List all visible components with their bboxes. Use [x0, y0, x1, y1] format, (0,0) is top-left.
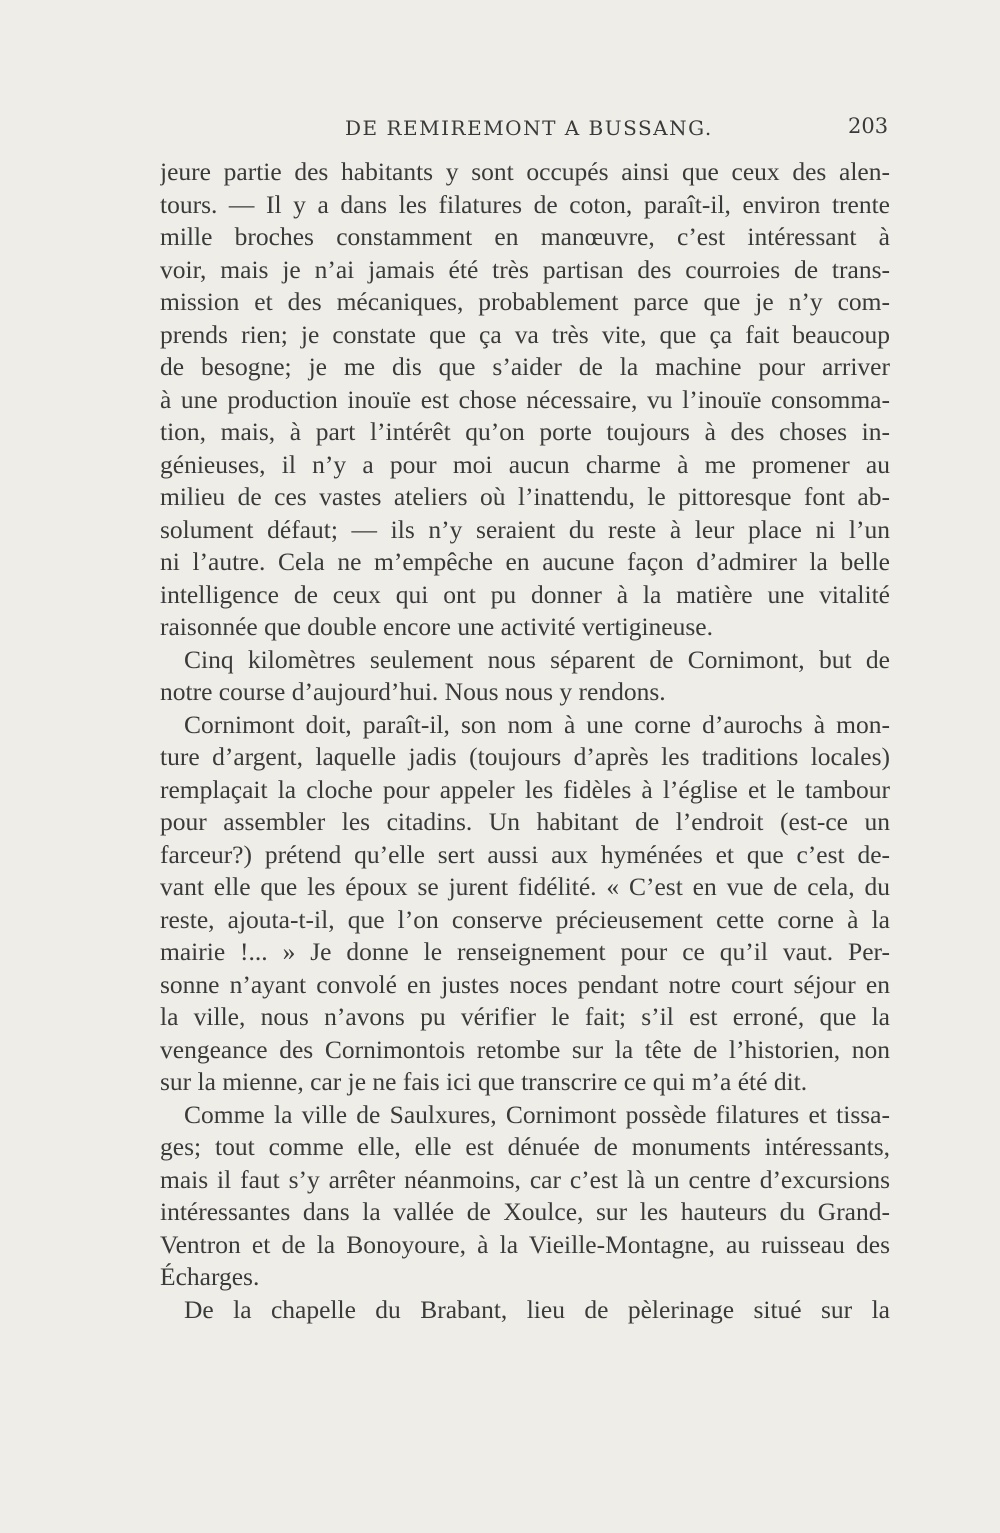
- text-line: farceur?) prétend qu’elle sert aussi aux hyménées et que c’est de-: [160, 839, 890, 869]
- text-line: ges; tout comme elle, elle est dénuée de monuments intéressants,: [160, 1132, 890, 1161]
- text-line: intéressantes dans la vallée de Xoulce, sur les hauteurs du Grand-: [160, 1197, 890, 1226]
- text-line: ture d’argent, laquelle jadis (toujours d’après les traditions locales): [160, 742, 890, 771]
- text-line: Ventron et de la Bonoyoure, à la Vieille-Montagne, au ruisseau des: [160, 1229, 890, 1259]
- text-line: remplaçait la cloche pour appeler les fidèles à l’église et le tambour: [160, 774, 890, 804]
- text-line: mission et des mécaniques, probablement parce que je n’y com-: [160, 287, 890, 316]
- text-line: intelligence de ceux qui ont pu donner à la matière une vitalité: [160, 579, 890, 609]
- text-line: mais il faut s’y arrêter néanmoins, car c’est là un centre d’excursions: [160, 1164, 890, 1194]
- text-line: à une production inouïe est chose nécessaire, vu l’inouïe consomma-: [160, 384, 890, 414]
- text-line: prends rien; je constate que ça va très vite, que ça fait beaucoup: [160, 319, 890, 349]
- text-line: tion, mais, à part l’intérêt qu’on porte toujours à des choses in-: [160, 417, 890, 446]
- text-line: Cinq kilomètres seulement nous séparent de Cornimont, but de: [184, 644, 890, 674]
- text-line: de besogne; je me dis que s’aider de la machine pour arriver: [160, 352, 890, 381]
- text-line: ni l’autre. Cela ne m’empêche en aucune façon d’admirer la belle: [160, 547, 890, 576]
- text-line: sonne n’ayant convolé en justes noces pendant notre court séjour en: [160, 969, 890, 999]
- text-line: notre course d’aujourd’hui. Nous nous y rendons.: [160, 677, 666, 706]
- body-text: [160, 156, 890, 1326]
- text-line: De la chapelle du Brabant, lieu de pèlerinage situé sur la: [184, 1294, 890, 1324]
- text-line: reste, ajouta-t-il, que l’on conserve précieusement cette corne à la: [160, 904, 890, 934]
- text-line: solument défaut; — ils n’y seraient du reste à leur place ni l’un: [160, 514, 890, 544]
- running-title: DE REMIREMONT A BUSSANG.: [345, 116, 713, 140]
- text-line: Écharges.: [160, 1262, 260, 1291]
- text-line: la ville, nous n’avons pu vérifier le fait; s’il est erroné, que la: [160, 1002, 890, 1031]
- text-line: tours. — Il y a dans les filatures de coton, paraît-il, environ trente: [160, 189, 890, 219]
- text-line: milieu de ces vastes ateliers où l’inattendu, le pittoresque font ab-: [160, 482, 890, 511]
- text-line: pour assembler les citadins. Un habitant de l’endroit (est-ce un: [160, 807, 890, 836]
- page-number: 203: [848, 114, 889, 138]
- text-line: raisonnée que double encore une activité vertigineuse.: [160, 612, 713, 641]
- text-line: sur la mienne, car je ne fais ici que transcrire ce qui m’a été dit.: [160, 1067, 808, 1096]
- text-line: mairie !... » Je donne le renseignement pour ce qu’il vaut. Per-: [160, 937, 890, 966]
- text-line: vengeance des Cornimontois retombe sur la tête de l’historien, non: [160, 1034, 890, 1064]
- text-line: Cornimont doit, paraît-il, son nom à une corne d’aurochs à mon-: [184, 709, 890, 739]
- text-line: voir, mais je n’ai jamais été très partisan des courroies de trans-: [160, 254, 890, 284]
- text-line: Comme la ville de Saulxures, Cornimont possède filatures et tissa-: [184, 1099, 890, 1129]
- text-line: jeure partie des habitants y sont occupés ainsi que ceux des alen-: [160, 157, 890, 186]
- text-line: génieuses, il n’y a pour moi aucun charme à me promener au: [160, 449, 890, 479]
- text-line: mille broches constamment en manœuvre, c’est intéressant à: [160, 222, 890, 251]
- text-line: vant elle que les époux se jurent fidélité. « C’est en vue de cela, du: [160, 872, 890, 901]
